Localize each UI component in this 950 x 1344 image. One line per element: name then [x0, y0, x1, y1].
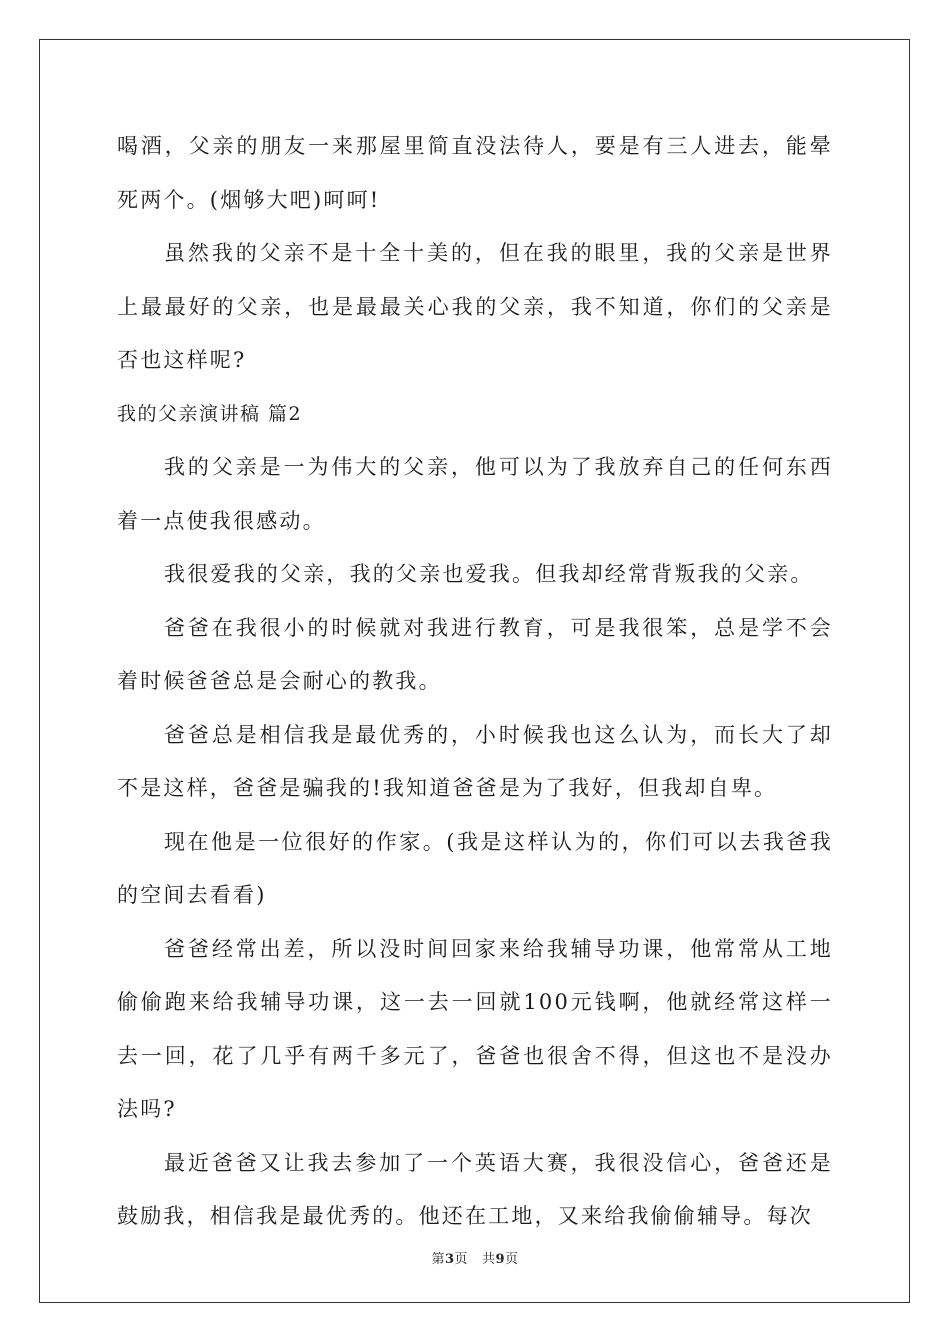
paragraph: 我很爱我的父亲，我的父亲也爱我。但我却经常背叛我的父亲。 — [164, 562, 814, 586]
section-heading: 我的父亲演讲稿 篇2 — [117, 402, 303, 425]
footer-total-pages: 9 — [495, 1252, 506, 1267]
paragraph: 虽然我的父亲不是十全十美的，但在我的眼里，我的父亲是世界上最最好的父亲，也是最最关心我的父亲，我不知道，你们的父亲是否也这样呢? — [117, 241, 833, 372]
paragraph: 爸爸总是相信我是最优秀的，小时候我也这么认为，而长大了却不是这样，爸爸是骗我的!我知道爸爸是为了我好，但我却自卑。 — [117, 722, 833, 800]
footer-page-prefix: 第 — [431, 1252, 445, 1267]
paragraph: 我的父亲是一为伟大的父亲，他可以为了我放弃自己的任何东西着一点使我很感动。 — [117, 455, 833, 533]
document-body — [117, 120, 833, 1244]
paragraph: 现在他是一位很好的作家。(我是这样认为的，你们可以去我爸我的空间去看看) — [117, 829, 833, 907]
footer-total-prefix: 共 — [481, 1252, 496, 1267]
page-footer — [0, 1248, 950, 1267]
footer-page-suffix: 页 — [454, 1252, 469, 1267]
footer-page-number: 3 — [444, 1252, 455, 1267]
paragraph: 爸爸经常出差，所以没时间回家来给我辅导功课，他常常从工地偷偷跑来给我辅导功课，这一去一回就100元钱啊，他就经常这样一去一回，花了几乎有两千多元了，爸爸也很舍不得，但这也不是没办法吗? — [117, 936, 833, 1121]
paragraph: 爸爸在我很小的时候就对我进行教育，可是我很笨，总是学不会着时候爸爸总是会耐心的教我。 — [117, 615, 833, 693]
paragraph: 最近爸爸又让我去参加了一个英语大赛，我很没信心，爸爸还是鼓励我，相信我是最优秀的。他还在工地，又来给我偷偷辅导。每次 — [117, 1150, 833, 1228]
footer-total-suffix: 页 — [505, 1252, 519, 1267]
paragraph-continuation: 喝酒，父亲的朋友一来那屋里简直没法待人，要是有三人进去，能晕死两个。(烟够大吧)呵呵! — [117, 134, 833, 212]
